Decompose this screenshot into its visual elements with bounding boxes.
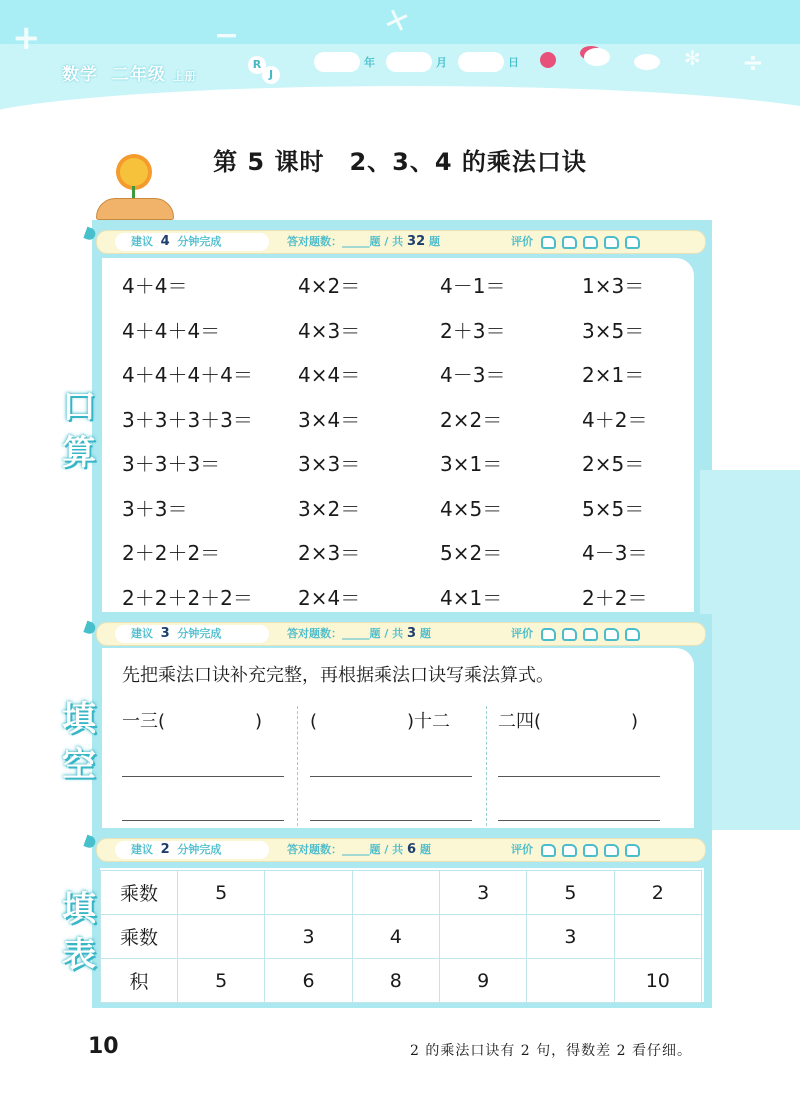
table-row xyxy=(101,915,702,959)
oral-info-bar xyxy=(96,230,706,254)
oral-question[interactable]: 5×2＝ xyxy=(440,541,503,565)
fill-side-label: 填 空 xyxy=(62,699,96,785)
table-correct-count: 答对题数：_____题 / 共 6 题 xyxy=(287,842,431,857)
oral-question[interactable]: 4－3＝ xyxy=(440,363,506,387)
fill-item-2[interactable]: ( )十二 xyxy=(310,711,451,732)
oral-suggest: 建议 4 分钟完成 xyxy=(131,234,222,249)
sunny-weather-icon[interactable] xyxy=(540,52,556,68)
oral-question[interactable]: 4×2＝ xyxy=(298,274,361,298)
day-field[interactable] xyxy=(458,52,504,72)
oral-question[interactable]: 4×3＝ xyxy=(298,319,361,343)
table-cell[interactable] xyxy=(352,871,439,915)
multiplication-table xyxy=(100,870,702,1003)
oral-question[interactable]: 3＋3＋3＋3＝ xyxy=(122,408,253,432)
answer-line[interactable] xyxy=(122,776,284,777)
thumb-icon[interactable] xyxy=(604,844,619,857)
edition-badge xyxy=(248,56,284,86)
oral-question[interactable]: 1×3＝ xyxy=(582,274,645,298)
oral-question[interactable]: 3×2＝ xyxy=(298,497,361,521)
table-cell: 5 xyxy=(178,871,265,915)
oral-question[interactable]: 4＋2＝ xyxy=(582,408,648,432)
oral-question[interactable]: 3＋3＋3＝ xyxy=(122,452,221,476)
volume-label: 上册 xyxy=(172,70,197,83)
thumb-icon[interactable] xyxy=(604,628,619,641)
table-cell[interactable] xyxy=(265,871,352,915)
minus-decoration-icon: − xyxy=(214,18,240,53)
table-rating: 评价 xyxy=(511,841,646,859)
oral-question[interactable]: 2＋2＋2＋2＝ xyxy=(122,586,253,610)
oral-question[interactable]: 3＋3＝ xyxy=(122,497,188,521)
table-row xyxy=(101,871,702,915)
row-header: 乘数 xyxy=(101,915,178,959)
fill-info-bar xyxy=(96,622,706,646)
thumb-icon[interactable] xyxy=(541,236,556,249)
rainy-weather-icon[interactable] xyxy=(634,54,660,70)
right-decoration-bg xyxy=(700,470,800,830)
fill-suggest: 建议 3 分钟完成 xyxy=(131,626,222,641)
thumb-icon[interactable] xyxy=(583,628,598,641)
table-cell: 2 xyxy=(614,871,701,915)
table-cell[interactable] xyxy=(527,959,614,1003)
fill-rating: 评价 xyxy=(511,625,646,643)
answer-line[interactable] xyxy=(310,820,472,821)
thumb-icon[interactable] xyxy=(583,844,598,857)
snow-weather-icon[interactable]: ✻ xyxy=(684,46,701,70)
table-cell[interactable] xyxy=(439,915,526,959)
table-cell: 4 xyxy=(352,915,439,959)
oral-question[interactable]: 4×1＝ xyxy=(440,586,503,610)
oral-question[interactable]: 2＋3＝ xyxy=(440,319,506,343)
thumb-icon[interactable] xyxy=(541,844,556,857)
thumb-icon[interactable] xyxy=(562,628,577,641)
answer-line[interactable] xyxy=(122,820,284,821)
book-flower-icon xyxy=(96,158,174,222)
answer-line[interactable] xyxy=(310,776,472,777)
month-label: 月 xyxy=(436,56,447,69)
table-cell: 3 xyxy=(439,871,526,915)
thumb-icon[interactable] xyxy=(604,236,619,249)
oral-question[interactable]: 2×3＝ xyxy=(298,541,361,565)
grade-label: 二年级 xyxy=(111,65,166,85)
year-label: 年 xyxy=(364,56,375,69)
fill-item-1[interactable]: 一三( ) xyxy=(122,711,263,732)
oral-question[interactable]: 5×5＝ xyxy=(582,497,645,521)
fill-divider xyxy=(486,706,487,826)
page-header xyxy=(0,0,800,112)
table-cell: 5 xyxy=(527,871,614,915)
table-row xyxy=(101,959,702,1003)
fill-item-3[interactable]: 二四( ) xyxy=(498,711,639,732)
oral-question[interactable]: 4－3＝ xyxy=(582,541,648,565)
oral-question[interactable]: 3×3＝ xyxy=(298,452,361,476)
oral-question[interactable]: 2＋2＋2＝ xyxy=(122,541,221,565)
table-cell: 3 xyxy=(265,915,352,959)
table-cell[interactable] xyxy=(178,915,265,959)
table-cell: 3 xyxy=(527,915,614,959)
footer-tip: 2 的乘法口诀有 2 句，得数差 2 看仔细。 xyxy=(410,1043,692,1059)
fill-divider xyxy=(297,706,298,826)
thumb-icon[interactable] xyxy=(625,844,640,857)
thumb-icon[interactable] xyxy=(562,844,577,857)
oral-correct-count: 答对题数：_____题 / 共 32 题 xyxy=(287,234,440,249)
thumb-icon[interactable] xyxy=(583,236,598,249)
thumb-icon[interactable] xyxy=(541,628,556,641)
oral-question[interactable]: 2×1＝ xyxy=(582,363,645,387)
table-cell[interactable] xyxy=(614,915,701,959)
thumb-icon[interactable] xyxy=(625,628,640,641)
cross-decoration-icon: ✕ xyxy=(378,0,415,43)
oral-side-label: 口 算 xyxy=(62,387,96,473)
table-info-bar xyxy=(96,838,706,862)
table-cell: 9 xyxy=(439,959,526,1003)
page-title: 第 5 课时 2、3、4 的乘法口诀 xyxy=(213,148,587,176)
oral-question[interactable]: 3×4＝ xyxy=(298,408,361,432)
oral-question[interactable]: 4×5＝ xyxy=(440,497,503,521)
oral-question[interactable]: 3×5＝ xyxy=(582,319,645,343)
answer-line[interactable] xyxy=(498,776,660,777)
oral-question[interactable]: 4＋4＋4＋4＝ xyxy=(122,363,253,387)
oral-question[interactable]: 2×4＝ xyxy=(298,586,361,610)
divide-decoration-icon: ÷ xyxy=(742,48,764,78)
oral-question[interactable]: 4＋4＝ xyxy=(122,274,188,298)
row-header: 乘数 xyxy=(101,871,178,915)
oral-question[interactable]: 2×5＝ xyxy=(582,452,645,476)
row-header: 积 xyxy=(101,959,178,1003)
fill-instruction: 先把乘法口诀补充完整，再根据乘法口诀写乘法算式。 xyxy=(122,665,554,686)
header-subject xyxy=(62,60,197,85)
edition-letter-j: J xyxy=(262,66,280,84)
edition-letter-r: R xyxy=(248,56,266,74)
oral-question[interactable]: 2×2＝ xyxy=(440,408,503,432)
table-side-label: 填 表 xyxy=(62,889,96,975)
oral-question[interactable]: 4＋4＋4＝ xyxy=(122,319,221,343)
oral-question[interactable]: 2＋2＝ xyxy=(582,586,648,610)
fill-correct-count: 答对题数：_____题 / 共 3 题 xyxy=(287,626,431,641)
thumb-icon[interactable] xyxy=(625,236,640,249)
table-cell: 10 xyxy=(614,959,701,1003)
table-cell: 5 xyxy=(178,959,265,1003)
oral-rating: 评价 xyxy=(511,233,646,251)
subject-label: 数学 xyxy=(62,65,98,85)
table-suggest: 建议 2 分钟完成 xyxy=(131,842,222,857)
month-field[interactable] xyxy=(386,52,432,72)
table-cell: 8 xyxy=(352,959,439,1003)
table-cell: 6 xyxy=(265,959,352,1003)
cloudy-weather-icon[interactable] xyxy=(584,48,610,66)
thumb-icon[interactable] xyxy=(562,236,577,249)
answer-line[interactable] xyxy=(498,820,660,821)
oral-question[interactable]: 4－1＝ xyxy=(440,274,506,298)
plus-decoration-icon: + xyxy=(12,18,41,58)
oral-question[interactable]: 3×1＝ xyxy=(440,452,503,476)
day-label: 日 xyxy=(508,56,519,69)
year-field[interactable] xyxy=(314,52,360,72)
oral-question[interactable]: 4×4＝ xyxy=(298,363,361,387)
page-number: 10 xyxy=(88,1034,119,1059)
